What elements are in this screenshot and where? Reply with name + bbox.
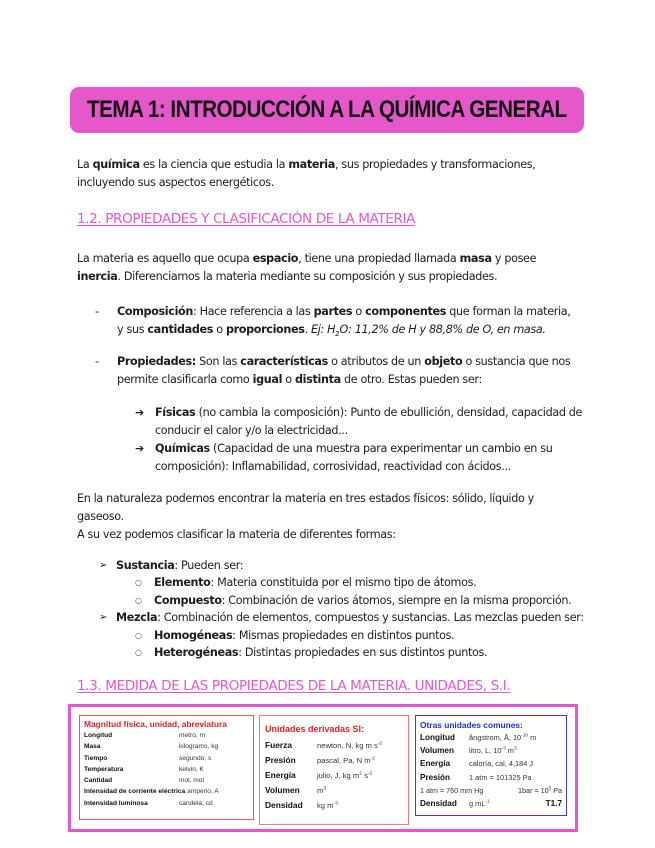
- bold-term: Sustancia: [116, 559, 175, 572]
- row-label: Presión: [420, 772, 451, 782]
- row-label: Energía: [420, 759, 451, 769]
- bold-term: Compuesto: [154, 594, 222, 607]
- text: Son las: [195, 355, 241, 368]
- list-item-fisicas: [135, 404, 585, 440]
- text: o: [282, 373, 296, 386]
- table-row: [84, 730, 249, 741]
- bold-term-materia: materia: [288, 158, 335, 171]
- table-row: [265, 768, 403, 783]
- row-value: g $mL^{-1}$: [469, 799, 490, 809]
- row-label: Energía: [265, 770, 296, 780]
- row-value: candela, cd: [179, 799, 213, 807]
- list-item-propiedades: [95, 353, 575, 389]
- materia-definition-paragraph: [77, 250, 577, 286]
- table-row: [265, 753, 403, 768]
- circle-bullet-icon: ○: [135, 578, 142, 587]
- row-value: segundo, s: [179, 754, 212, 762]
- list-item-quimicas: [135, 440, 585, 476]
- list-item-homogeneas: [135, 627, 585, 645]
- text: : Pueden ser:: [174, 559, 244, 572]
- bold-term: Mezcla: [116, 611, 158, 624]
- list-item-mezcla: [99, 609, 589, 627]
- row-value: kg $m^{-3}$: [317, 801, 338, 810]
- row-label: Densidad: [420, 799, 457, 809]
- row-value: newton, N, kg m $s^{-2}$: [317, 741, 383, 750]
- text: , tiene una propiedad llamada: [298, 252, 460, 265]
- row-label: Longitud: [84, 732, 113, 739]
- dash-bullet-icon: -: [95, 305, 99, 318]
- bold-term: Composición: [117, 305, 194, 318]
- table-row: [84, 798, 249, 809]
- bold-term: Propiedades:: [117, 355, 196, 368]
- arrow-right-icon: ➔: [135, 406, 144, 419]
- pressure-equivalence-bar: $1bar = 10^5$ Pa: [518, 785, 562, 795]
- row-value: litro, L, $10^{-3}$ $m^3$: [469, 746, 517, 756]
- table-row: [84, 741, 249, 752]
- text: La: [77, 158, 93, 171]
- text: .: [304, 323, 311, 336]
- estados-fisicos-paragraph: En la naturaleza podemos encontrar la materia en tres estados físicos: sólido, líquido y gaseoso.: [77, 492, 534, 523]
- text: : Distintas propiedades en sus distintos puntos.: [238, 646, 488, 659]
- table-row: [265, 798, 403, 813]
- triangle-arrow-icon: ➢: [99, 560, 108, 571]
- other-units-box: [415, 715, 567, 816]
- row-value: kelvin, K: [179, 765, 204, 773]
- row-label: Intensidad luminosa: [84, 799, 148, 807]
- text: : Combinación de varios átomos, siempre en la misma proporción.: [221, 594, 572, 607]
- arrow-right-icon: ➔: [135, 442, 144, 455]
- text: : Combinación de elementos, compuestos y sustancias. Las mezclas pueden ser:: [157, 611, 584, 624]
- bold-term: masa: [459, 252, 492, 265]
- text: , sus propiedades y transformaciones, incluyendo sus aspectos energéticos.: [77, 158, 536, 189]
- row-label: Temperatura: [84, 765, 124, 773]
- bold-term: igual: [252, 373, 283, 386]
- bold-term: objeto: [424, 355, 463, 368]
- bold-term: componentes: [365, 305, 447, 318]
- text: o: [352, 305, 366, 318]
- intro-paragraph: [77, 156, 577, 192]
- row-value: julio, J, kg $m^2$ $s^{-2}$: [317, 771, 373, 780]
- bold-term: Elemento: [154, 576, 211, 589]
- table-row: [420, 797, 562, 810]
- basic-units-title: Magnitud física, unidad, abreviatura: [84, 719, 227, 729]
- text: (no cambia la composición): Punto de ebullición, densidad, capacidad de conducir el calor y/o la electricidad...: [155, 406, 583, 437]
- table-row: [84, 764, 249, 775]
- table-row: [84, 753, 249, 764]
- circle-bullet-icon: ○: [135, 631, 142, 640]
- bold-term: Físicas: [155, 406, 196, 419]
- bold-term: Químicas: [155, 442, 210, 455]
- bold-term: inercia: [77, 270, 118, 283]
- table-row: [420, 784, 562, 797]
- text: La materia es aquello que ocupa: [77, 252, 253, 265]
- row-label: Longitud: [420, 733, 456, 742]
- bold-term: proporciones: [225, 323, 305, 336]
- bold-term: características: [240, 355, 328, 368]
- circle-bullet-icon: ○: [135, 596, 142, 605]
- bold-term: Heterogéneas: [154, 646, 239, 659]
- text: o atributos de un: [327, 355, 425, 368]
- example-text: Ej: H: [310, 323, 336, 336]
- row-label: Presión: [265, 755, 296, 765]
- text: es la ciencia que estudia la: [139, 158, 289, 171]
- row-value: $m^3$: [317, 786, 327, 795]
- row-label: Volumen: [265, 785, 300, 795]
- basic-units-box: [79, 715, 254, 820]
- units-table-figure: [68, 704, 578, 832]
- pressure-equivalence-mmhg: 1 atm = 760 mm Hg: [420, 785, 484, 795]
- example-text: O: 11,2% de H y 88,8% de O, en masa.: [339, 323, 546, 336]
- derived-units-title: Unidades derivadas SI:: [265, 724, 365, 734]
- row-label: Tiempo: [84, 754, 108, 762]
- text: : Mismas propiedades en distintos puntos.: [232, 629, 455, 642]
- text: : Hace referencia a las: [193, 305, 314, 318]
- dash-bullet-icon: -: [95, 355, 99, 368]
- bold-term: distinta: [295, 373, 341, 386]
- section-heading-1-2: 1.2. PROPIEDADES Y CLASIFICACIÓN DE LA MATERIA: [77, 211, 416, 227]
- circle-bullet-icon: ○: [135, 648, 142, 657]
- row-value: 1 atm = 101325 Pa: [469, 772, 532, 782]
- row-value: ångstrom, Å, $10^{-10}$ m: [469, 733, 537, 742]
- list-item-compuesto: [135, 592, 585, 610]
- table-tag: T1.7: [545, 799, 562, 809]
- text: de otro. Estas pueden ser:: [340, 373, 482, 386]
- table-row: [265, 738, 403, 753]
- table-row: [84, 786, 249, 797]
- list-item-elemento: [135, 574, 585, 592]
- triangle-arrow-icon: ➢: [99, 612, 108, 623]
- row-label: Cantidad: [84, 777, 113, 785]
- text: o: [213, 323, 226, 336]
- bold-term: cantidades: [147, 323, 214, 336]
- row-label: Volumen: [420, 746, 454, 756]
- row-value: caloría, cal, 4,184 J: [469, 759, 534, 769]
- clasificar-paragraph: A su vez podemos clasificar la materia de diferentes formas:: [77, 528, 396, 541]
- row-label: Masa: [84, 743, 101, 751]
- row-value: mol, mol: [179, 777, 204, 785]
- table-row: [265, 783, 403, 798]
- row-label: Fuerza: [265, 740, 292, 750]
- table-row: [84, 775, 249, 786]
- derived-units-box: [259, 715, 409, 825]
- text: que forman la materia, y sus: [117, 305, 571, 336]
- section-heading-1-3: 1.3. MEDIDA DE LAS PROPIEDADES DE LA MATERIA. UNIDADES, S.I.: [77, 678, 511, 694]
- table-row: [420, 744, 562, 757]
- document-title: TEMA 1: INTRODUCCIÓN A LA QUÍMICA GENERAL: [87, 96, 567, 123]
- row-label: Densidad: [265, 800, 303, 810]
- table-row: [420, 731, 562, 744]
- list-item-sustancia: [99, 557, 589, 575]
- list-item-heterogeneas: [135, 644, 585, 662]
- row-label: Intensidad de corriente eléctrica: [84, 788, 186, 796]
- row-value: metro, m: [179, 732, 206, 739]
- text: o sustancia que nos permite clasificarla como: [117, 355, 571, 386]
- document-title-banner: [70, 87, 584, 133]
- row-value: kilogramo, kg: [179, 743, 219, 751]
- bold-term: partes: [313, 305, 353, 318]
- text: y posee: [491, 252, 537, 265]
- text: : Materia constituida por el mismo tipo de átomos.: [210, 576, 477, 589]
- bold-term-quimica: química: [92, 158, 140, 171]
- text: (Capacidad de una muestra para experimentar un cambio en su composición): Inflamabilidad, corrosividad, reactividad con ácidos...: [155, 442, 553, 473]
- bold-term: espacio: [252, 252, 299, 265]
- table-row: [420, 771, 562, 784]
- row-value: amperio, A: [187, 788, 219, 796]
- table-row: [420, 757, 562, 770]
- text: . Diferenciamos la materia mediante su composición y sus propiedades.: [117, 270, 498, 283]
- subscript: 2: [335, 329, 340, 339]
- other-units-title: Otras unidades comunes:: [420, 720, 523, 730]
- bold-term: Homogéneas: [154, 629, 233, 642]
- row-value: pascal, Pa, N $m^{-2}$: [317, 756, 375, 765]
- list-item-composicion: [95, 303, 575, 339]
